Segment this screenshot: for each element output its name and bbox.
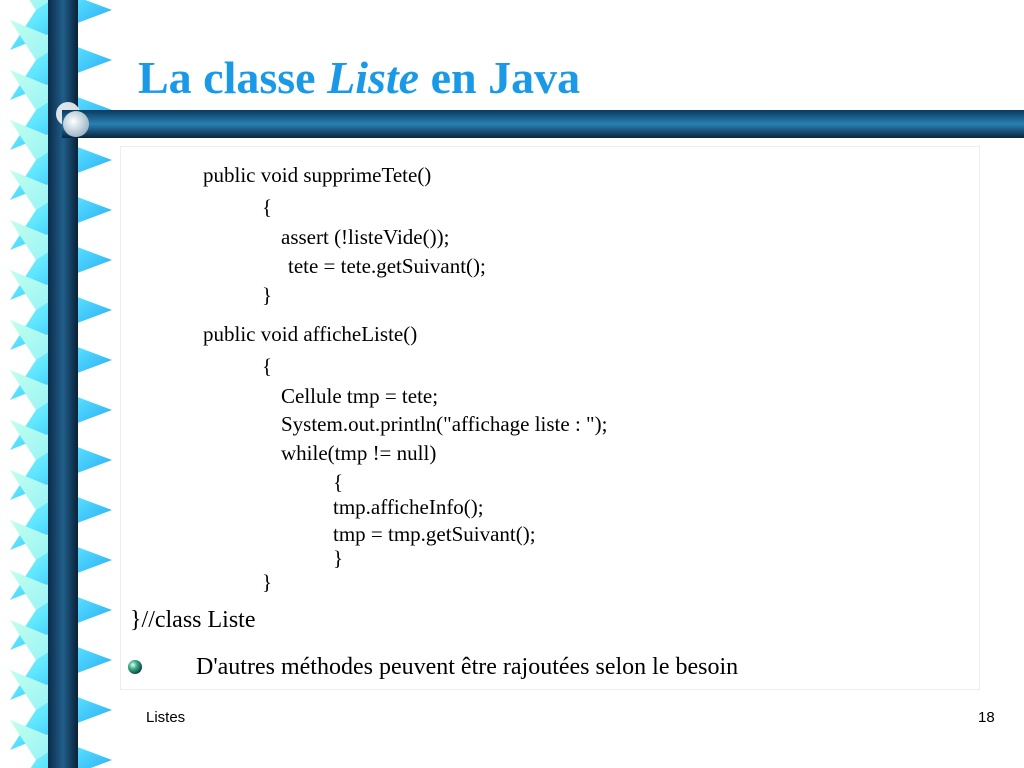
title-class-name: Liste bbox=[327, 52, 420, 103]
code-line: public void supprimeTete() bbox=[203, 163, 432, 187]
sphere-bullet-icon bbox=[127, 659, 143, 675]
code-line: tmp = tmp.getSuivant(); bbox=[333, 522, 536, 546]
code-line: while(tmp != null) bbox=[281, 441, 437, 465]
code-line: { bbox=[262, 195, 273, 219]
title-rule bbox=[62, 110, 1024, 138]
page-number: 18 bbox=[978, 709, 995, 726]
class-end-comment: }//class Liste bbox=[130, 607, 256, 633]
code-line: { bbox=[333, 470, 344, 494]
code-line: tete = tete.getSuivant(); bbox=[288, 254, 486, 278]
code-line: } bbox=[262, 283, 273, 307]
code-line: System.out.println("affichage liste : "); bbox=[281, 412, 608, 436]
code-line: } bbox=[333, 546, 344, 570]
code-line: public void afficheListe() bbox=[203, 322, 418, 346]
title-prefix: La classe bbox=[138, 52, 328, 103]
code-line: tmp.afficheInfo(); bbox=[333, 495, 484, 519]
title-suffix: en Java bbox=[419, 52, 581, 103]
slide-title bbox=[138, 50, 580, 106]
code-line: Cellule tmp = tete; bbox=[281, 384, 439, 408]
bullet-text: D'autres méthodes peuvent être rajoutées selon le besoin bbox=[196, 654, 739, 680]
code-line: { bbox=[262, 354, 273, 378]
code-line: } bbox=[262, 570, 273, 594]
footer-label: Listes bbox=[146, 709, 186, 726]
code-line: assert (!listeVide()); bbox=[281, 225, 450, 249]
